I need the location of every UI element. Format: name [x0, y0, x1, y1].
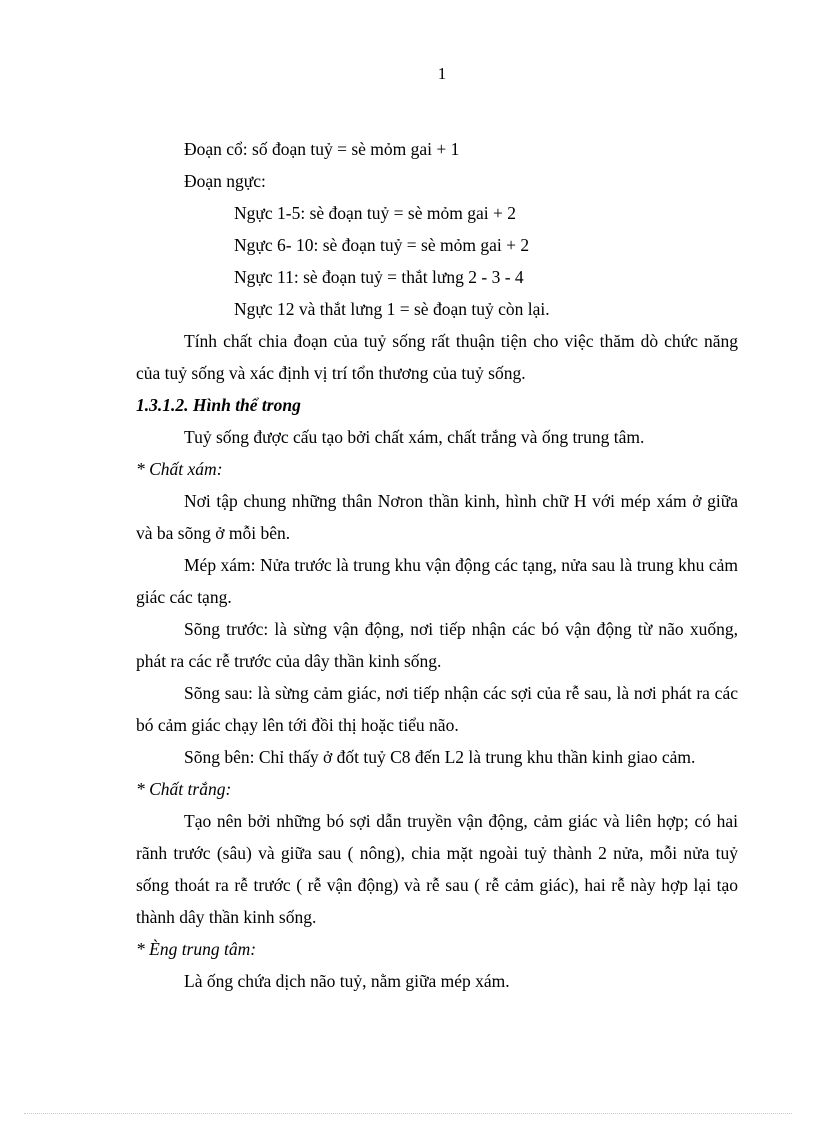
subheading-central-canal: * Èng trung tâm: [136, 939, 257, 959]
paragraph-white-matter: Tạo nên bởi những bó sợi dẫn truyền vận động, cảm giác và liên hợp; có hai rãnh trước (sâu) và giữa sau ( nông), chia mặt ngoài tuỷ thành 2 nửa, mỗi nửa tuỷ sống thoát ra rễ trước ( rễ vận động) và rễ sau ( rễ cảm giác), hai rễ này hợp lại tạo thành dây thần kinh sống. [136, 811, 738, 927]
list-item-thoracic-11: Ngực 11: sè đoạn tuỷ = thắt lưng 2 - 3 - 4 [234, 267, 524, 287]
page-number: 1 [437, 64, 447, 83]
list-item-thoracic-12: Ngực 12 và thắt lưng 1 = sè đoạn tuỷ còn lại. [234, 299, 550, 319]
document-body [136, 133, 738, 997]
paragraph-spinal-structure: Tuỷ sống được cấu tạo bởi chất xám, chất trắng và ống trung tâm. [184, 427, 645, 447]
list-item-thoracic-1-5: Ngực 1-5: sè đoạn tuỷ = sè mỏm gai + 2 [234, 203, 516, 223]
subheading-gray-matter: * Chất xám: [136, 459, 223, 479]
paragraph-segmentation: Tính chất chia đoạn của tuỷ sống rất thuận tiện cho việc thăm dò chức năng của tuỷ sống và xác định vị trí tổn thương của tuỷ sống. [136, 331, 738, 383]
section-heading-internal-form: 1.3.1.2. Hình thể trong [136, 395, 301, 415]
paragraph-gray-commissure: Mép xám: Nửa trước là trung khu vận động các tạng, nửa sau là trung khu cảm giác các tạng. [136, 555, 738, 607]
paragraph-thoracic-segment: Đoạn ngực: [184, 171, 266, 191]
subheading-white-matter: * Chất trắng: [136, 779, 232, 799]
footer-rule [24, 1113, 792, 1114]
paragraph-gray-matter: Nơi tập chung những thân Nơron thần kinh, hình chữ H với mép xám ở giữa và ba sõng ở mỗi bên. [136, 491, 738, 543]
paragraph-lateral-horn: Sõng bên: Chỉ thấy ở đốt tuỷ C8 đến L2 là trung khu thần kinh giao cảm. [184, 747, 696, 767]
paragraph-cervical-segment: Đoạn cổ: số đoạn tuỷ = sè mỏm gai + 1 [184, 139, 460, 159]
list-item-thoracic-6-10: Ngực 6- 10: sè đoạn tuỷ = sè mỏm gai + 2 [234, 235, 530, 255]
paragraph-anterior-horn: Sõng trước: là sừng vận động, nơi tiếp nhận các bó vận động từ não xuống, phát ra các rễ trước của dây thần kinh sống. [136, 619, 738, 671]
paragraph-posterior-horn: Sõng sau: là sừng cảm giác, nơi tiếp nhận các sợi của rễ sau, là nơi phát ra các bó cảm giác chạy lên tới đồi thị hoặc tiểu não. [136, 683, 738, 735]
paragraph-central-canal: Là ống chứa dịch não tuỷ, nằm giữa mép xám. [184, 971, 510, 991]
